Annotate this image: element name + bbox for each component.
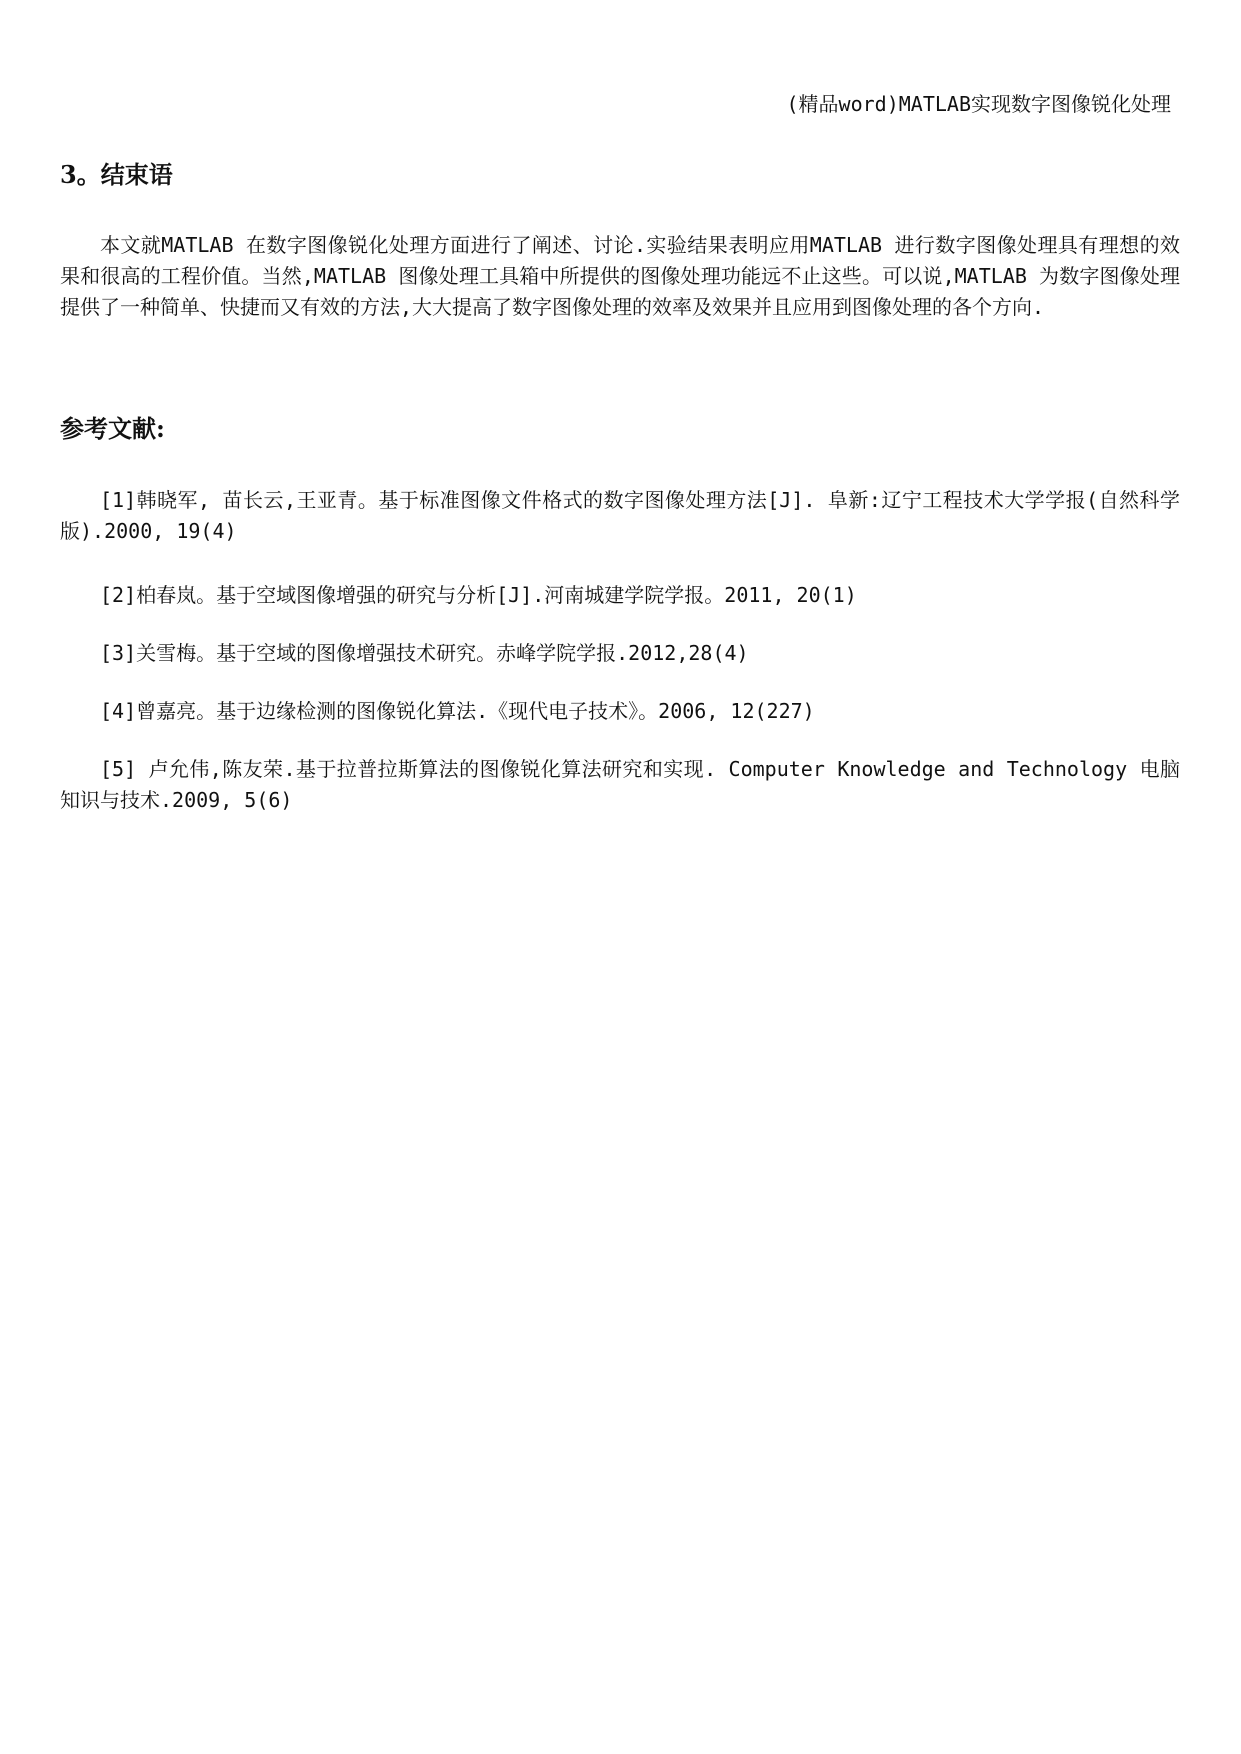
- reference-item: [2]柏春岚。基于空域图像增强的研究与分析[J].河南城建学院学报。2011, 20(1): [100, 583, 857, 607]
- conclusion-paragraph: 本文就MATLAB 在数字图像锐化处理方面进行了阐述、讨论.实验结果表明应用MATLAB 进行数字图像处理具有理想的效果和很高的工程价值。当然,MATLAB 图像处理工具箱中所提供的图像处理功能远不止这些。可以说,MATLAB 为数字图像处理提供了一种简单、快捷而又有效的方法,大大提高了数字图像处理的效率及效果并且应用到图像处理的各个方向.: [60, 233, 1180, 319]
- reference-item: [5] 卢允伟,陈友荣.基于拉普拉斯算法的图像锐化算法研究和实现. Computer Knowledge and Technology 电脑知识与技术.2009, 5(6): [60, 757, 1180, 812]
- reference-item: [4]曾嘉亮。基于边缘检测的图像锐化算法.《现代电子技术》。2006, 12(227): [100, 699, 815, 723]
- running-header: (精品word)MATLAB实现数字图像锐化处理: [786, 92, 1171, 116]
- reference-item: [3]关雪梅。基于空域的图像增强技术研究。赤峰学院学报.2012,28(4): [100, 641, 749, 665]
- conclusion-heading: 3。结束语: [60, 160, 173, 189]
- references-heading: 参考文献:: [60, 414, 165, 443]
- reference-item: [1]韩晓军, 苗长云,王亚青。基于标准图像文件格式的数字图像处理方法[J]. 阜新:辽宁工程技术大学学报(自然科学版).2000, 19(4): [60, 488, 1180, 543]
